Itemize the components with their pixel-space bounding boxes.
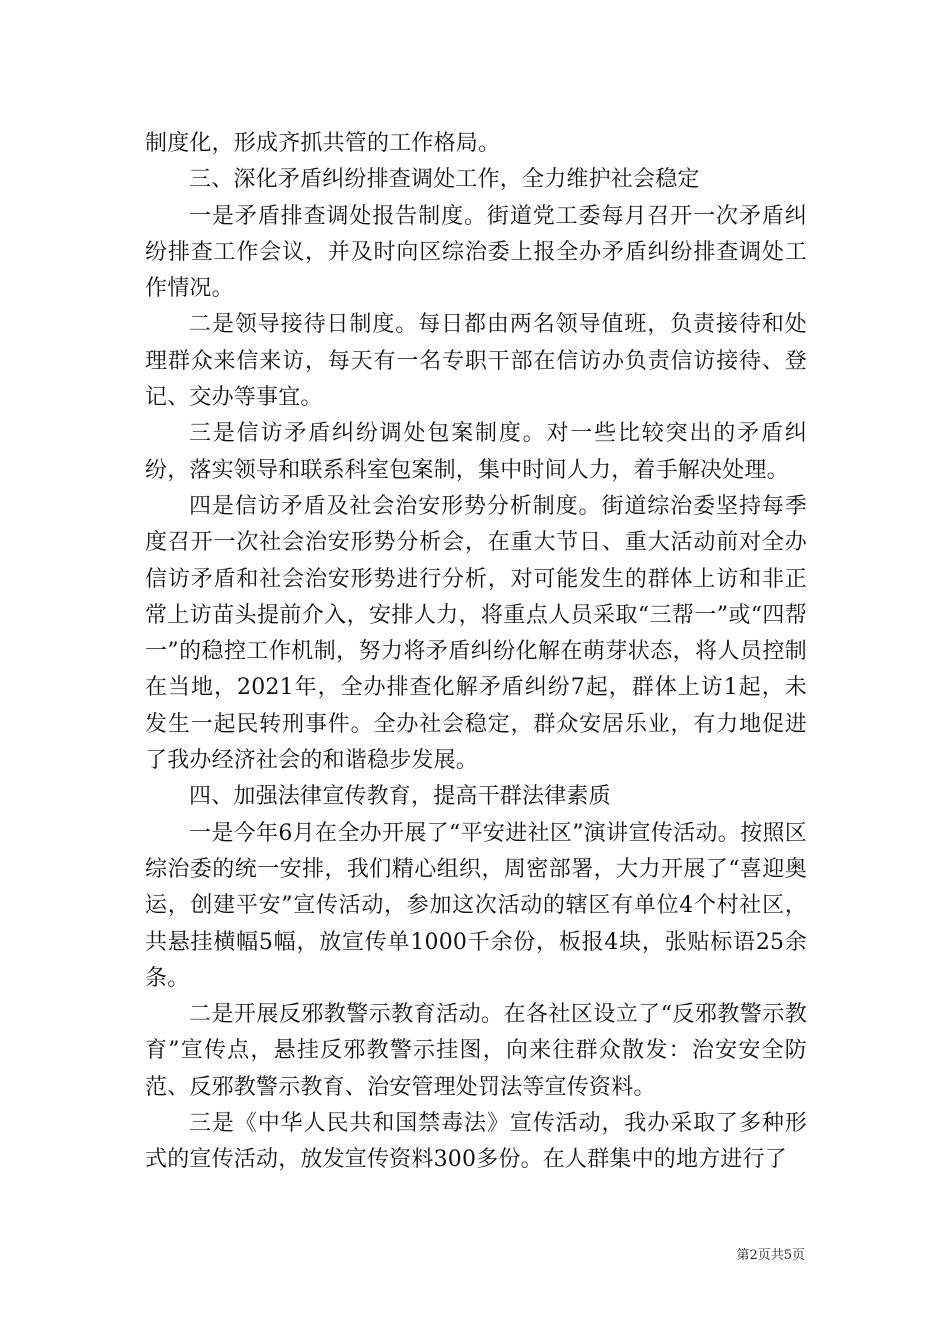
paragraph: 制度化，形成齐抓共管的工作格局。	[145, 131, 501, 156]
paragraph: 三是《中华人民共和国禁毒法》宣传活动，我办采取了多种形式的宣传活动，放发宣传资料300多份。在人群集中的地方进行了	[145, 1111, 807, 1173]
paragraph: 三是信访矛盾纠纷调处包案制度。对一些比较突出的矛盾纠纷，落实领导和联系科室包案制，集中时间人力，着手解决处理。	[145, 421, 807, 483]
section-heading: 四、加强法律宣传教育，提高干群法律素质	[189, 784, 611, 810]
page-number: 第2页共5页	[736, 1248, 805, 1263]
paragraph: 四是信访矛盾及社会治安形势分析制度。街道综治委坚持每季度召开一次社会治安形势分析会，在重大节日、重大活动前对全办信访矛盾和社会治安形势进行分析，对可能发生的群体上访和非正常上访苗头提前介入，安排人力，将重点人员采取“三帮一”或“四帮一”的稳控工作机制，努力将矛盾纠纷化解在萌芽状态，将人员控制在当地，2021年，全办排查化解矛盾纠纷7起，群体上访1起，未发生一起民转刑事件。全办社会稳定，群众安居乐业，有力地促进了我办经济社会的和谐稳步发展。	[145, 493, 807, 774]
paragraph: 一是矛盾排查调处报告制度。街道党工委每月召开一次矛盾纠纷排查工作会议，并及时向区综治委上报全办矛盾纠纷排查调处工作情况。	[145, 203, 807, 302]
section-heading: 三、深化矛盾纠纷排查调处工作，全力维护社会稳定	[189, 167, 700, 193]
document-body	[145, 126, 807, 1179]
paragraph: 一是今年6月在全办开展了“平安进社区”演讲宣传活动。按照区综治委的统一安排，我们精心组织，周密部署，大力开展了“喜迎奥运，创建平安”宣传活动，参加这次活动的辖区有单位4个村社区，共悬挂横幅5幅，放宣传单1000千余份，板报4块，张贴标语25余条。	[145, 820, 807, 991]
paragraph: 二是领导接待日制度。每日都由两名领导值班，负责接待和处理群众来信来访，每天有一名专职干部在信访办负责信访接待、登记、交办等事宜。	[145, 312, 807, 411]
paragraph: 二是开展反邪教警示教育活动。在各社区设立了“反邪教警示教育”宣传点，悬挂反邪教警示挂图，向来往群众散发：治安安全防范、反邪教警示教育、治安管理处罚法等宣传资料。	[145, 1002, 807, 1100]
